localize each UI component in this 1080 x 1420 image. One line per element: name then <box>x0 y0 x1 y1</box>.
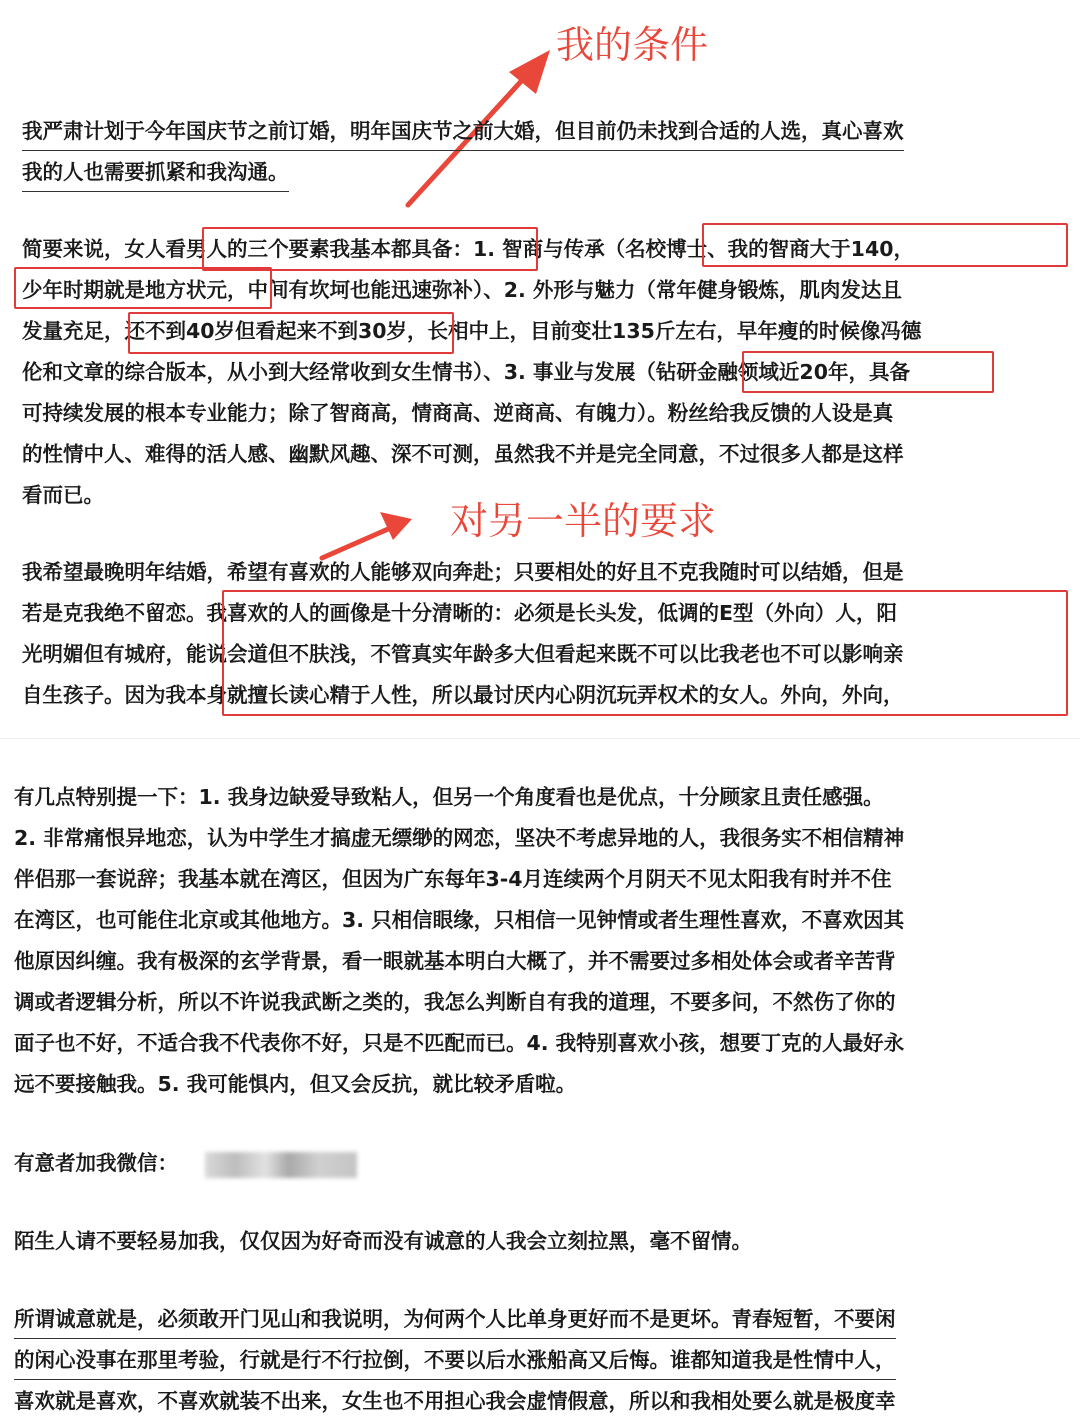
annotation-my-conditions: 我的条件 <box>556 23 709 67</box>
wechat-label: 有意者加我微信： <box>14 1151 178 1175</box>
paragraph-line: 光明媚但有城府，能说会道但不肤浅，不管真实年龄多大但看起来既不可以比我老也不可以影响亲 <box>22 642 904 666</box>
paragraph-line: 喜欢就是喜欢，不喜欢就装不出来，女生也不用担心我会虚情假意，所以和我相处要么就是极度幸 <box>14 1389 896 1413</box>
paragraph-line: 调或者逻辑分析，所以不许说我武断之类的，我怎么判断自有我的道理，不要多问，不然伤了你的 <box>14 990 896 1014</box>
paragraph-line: 远不要接触我。5. 我可能惧内，但又会反抗，就比较矛盾啦。 <box>14 1072 577 1096</box>
paragraph-line: 自生孩子。因为我本身就擅长读心精于人性，所以最讨厌内心阴沉玩弄权术的女人。外向，外向， <box>22 683 904 707</box>
highlight-box <box>702 223 1068 267</box>
highlight-box <box>128 312 454 354</box>
divider <box>0 738 1080 739</box>
paragraph-line: 可持续发展的根本专业能力；除了智商高，情商高、逆商高、有魄力）。粉丝给我反馈的人设是真 <box>22 401 894 425</box>
highlight-box <box>742 351 994 393</box>
wechat-id-blurred <box>205 1152 357 1178</box>
paragraph-line: 的闲心没事在那里考验，行就是行不行拉倒，不要以后水涨船高又后悔。谁都知道我是性情中人， <box>14 1341 896 1380</box>
paragraph-line: 面子也不好，不适合我不代表你不好，只是不匹配而已。4. 我特别喜欢小孩，想要丁克的人最好永 <box>14 1031 905 1055</box>
paragraph-line: 陌生人请不要轻易加我，仅仅因为好奇而没有诚意的人我会立刻拉黑，毫不留情。 <box>14 1229 752 1253</box>
paragraph-line: 看而已。 <box>22 483 104 507</box>
highlight-box <box>14 267 272 309</box>
paragraph-line: 的性情中人、难得的活人感、幽默风趣、深不可测，虽然我不并是完全同意，不过很多人都是这样 <box>22 442 904 466</box>
paragraph-line: 我希望最晚明年结婚，希望有喜欢的人能够双向奔赴；只要相处的好且不克我随时可以结婚，但是 <box>22 560 904 584</box>
paragraph-line: 在湾区，也可能住北京或其他地方。3. 只相信眼缘，只相信一见钟情或者生理性喜欢，不喜欢因其 <box>14 908 905 932</box>
highlight-box <box>202 227 538 271</box>
paragraph-line: 所谓诚意就是，必须敢开门见山和我说明，为何两个人比单身更好而不是更坏。青春短暂，不要闲 <box>14 1300 896 1339</box>
paragraph-line: 他原因纠缠。我有极深的玄学背景，看一眼就基本明白大概了，并不需要过多相处体会或者辛苦背 <box>14 949 896 973</box>
paragraph-line: 有几点特别提一下：1. 我身边缺爱导致粘人，但另一个角度看也是优点，十分顾家且责任感强。 <box>14 785 884 809</box>
paragraph-line: 我的人也需要抓紧和我沟通。 <box>22 153 289 192</box>
paragraph-line: 若是克我绝不留恋。我喜欢的人的画像是十分清晰的：必须是长头发，低调的E型（外向）人，阳 <box>22 601 898 625</box>
paragraph-line: 伦和文章的综合版本，从小到大经常收到女生情书）、3. 事业与发展（钻研金融领域近20年，具备 <box>22 360 910 384</box>
paragraph-line: 2. 非常痛恨异地恋，认为中学生才搞虚无缥缈的网恋，坚决不考虑异地的人，我很务实不相信精神 <box>14 826 905 850</box>
paragraph-line: 伴侣那一套说辞；我基本就在湾区，但因为广东每年3-4月连续两个月阴天不见太阳我有时并不住 <box>14 867 892 891</box>
annotation-requirements: 对另一半的要求 <box>450 499 717 543</box>
highlight-box-large <box>222 590 1068 716</box>
arrow-to-requirements <box>322 512 412 558</box>
paragraph-line: 少年时期就是地方状元，中间有坎坷也能迅速弥补）、2. 外形与魅力（常年健身锻炼，肌肉发达且 <box>22 278 902 302</box>
paragraph-line: 简要来说，女人看男人的三个要素我基本都具备：1. 智商与传承（名校博士、我的智商大于140， <box>22 237 914 261</box>
paragraph-line: 发量充足，还不到40岁但看起来不到30岁，长相中上，目前变壮135斤左右，早年瘦的时候像冯德 <box>22 319 922 343</box>
paragraph-line: 我严肃计划于今年国庆节之前订婚，明年国庆节之前大婚，但目前仍未找到合适的人选，真心喜欢 <box>22 112 904 151</box>
